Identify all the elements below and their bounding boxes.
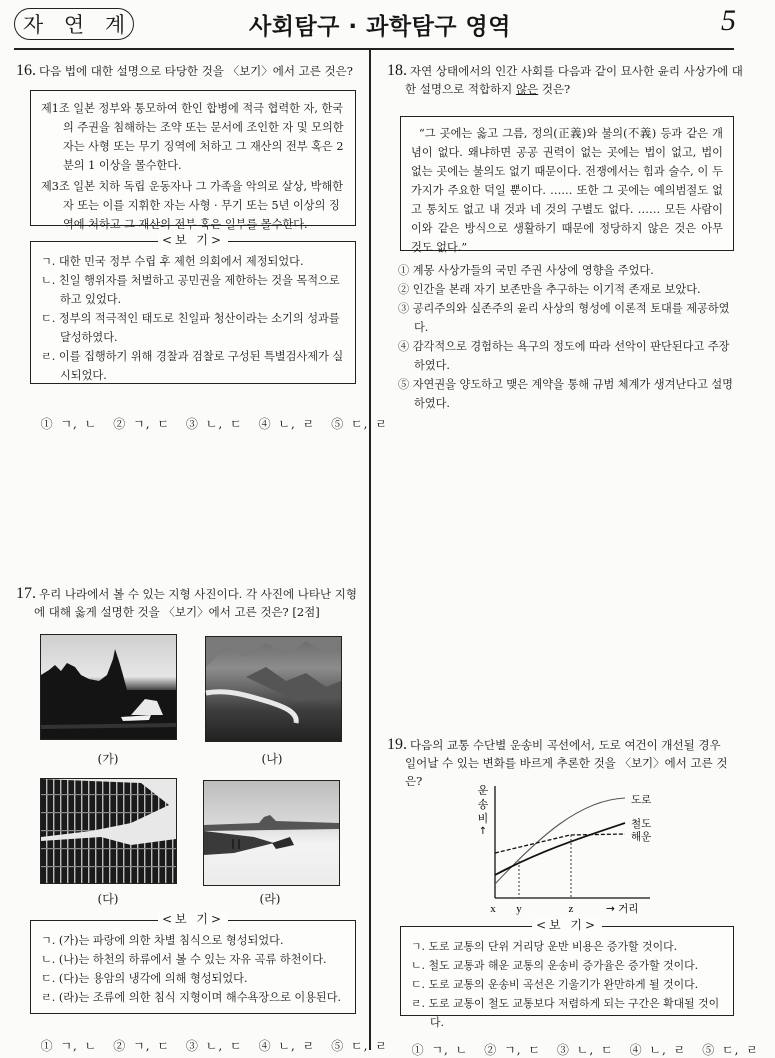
photo-label: (다) bbox=[97, 892, 119, 906]
answer-choice-4[interactable]: ④ ㄴ, ㄹ bbox=[258, 1039, 316, 1053]
answer-choice-5[interactable]: ⑤ ㄷ, ㄹ bbox=[702, 1043, 759, 1057]
bogi-item: ㄱ. 대한 민국 정부 수립 후 제헌 의회에서 제정되었다. bbox=[41, 255, 304, 268]
sandy-beach-photo bbox=[203, 780, 340, 886]
bogi-item: ㄴ. (나)는 하천의 하류에서 볼 수 있는 자유 곡류 하천이다. bbox=[41, 953, 327, 966]
option-4[interactable]: ④ 감각적으로 경험하는 욕구의 정도에 따라 선악이 판단된다고 주장하였다. bbox=[398, 340, 730, 372]
q19-text-line1: 다음의 교통 수단별 운송비 곡선에서, 도로 여건이 개선될 경우 bbox=[410, 738, 721, 752]
page-title: 사회탐구 · 과학탐구 영역 bbox=[249, 14, 511, 40]
q18-text-end: 것은? bbox=[538, 82, 571, 96]
answer-choice-4[interactable]: ④ ㄴ, ㄹ bbox=[258, 417, 316, 431]
columnar-joint-photo bbox=[40, 778, 177, 884]
q16-text: 다음 법에 대한 설명으로 타당한 것을 〈보기〉에서 고른 것은? bbox=[39, 64, 353, 78]
answer-choice-2[interactable]: ② ㄱ, ㄷ bbox=[113, 1039, 170, 1053]
photo-label: (나) bbox=[261, 752, 283, 766]
x-axis-label: → 거리 bbox=[606, 903, 639, 915]
bogi-item: ㄹ. 이를 집행하기 위해 경찰과 검찰로 구성된 특별검사제가 실시되었다. bbox=[41, 350, 344, 382]
q16-prompt bbox=[16, 62, 361, 80]
q16-number: 16. bbox=[16, 62, 36, 79]
q19-text-line2: 일어날 수 있는 변화를 바르게 추론한 것을 〈보기〉에서 고른 것은? bbox=[405, 756, 728, 788]
answer-choice-1[interactable]: ① ㄱ, ㄴ bbox=[40, 1039, 98, 1053]
x-tick-x: x bbox=[490, 903, 496, 915]
q18-emphasis: 않은 bbox=[515, 82, 539, 96]
bogi-item: ㄱ. 도로 교통의 단위 거리당 운반 비용은 증가할 것이다. bbox=[411, 940, 678, 953]
bogi-item: ㄷ. 도로 교통의 운송비 곡선은 기울기가 완만하게 될 것이다. bbox=[411, 978, 699, 991]
transport-cost-chart bbox=[470, 776, 720, 916]
q19-bogi bbox=[400, 918, 734, 1029]
law-article-3: 제3조 일본 치하 독립 운동자나 그 가족을 악의로 살상, 박해한 자 또는 이를 지휘한 자는 사형 · 무기 또는 5년 이상의 징역에 처하고 그 재산의 전부 혹은 일부를 몰수한다. bbox=[41, 180, 344, 231]
answer-choice-2[interactable]: ② ㄱ, ㄷ bbox=[113, 417, 170, 431]
answer-choice-3[interactable]: ③ ㄴ, ㄷ bbox=[556, 1043, 614, 1057]
q19-number: 19. bbox=[387, 736, 407, 753]
law-article-1: 제1조 일본 정부와 통모하여 한인 합병에 적극 협력한 자, 한국의 주권을 침해하는 조약 또는 문서에 조인한 자 및 모의한 자는 사형 또는 무기 징역에 처하고 그 재산의 전부 혹은 2분의 1 이상을 몰수한다. bbox=[41, 102, 344, 172]
meandering-river-photo bbox=[205, 636, 342, 742]
q16-bogi bbox=[30, 233, 356, 384]
answer-choice-3[interactable]: ③ ㄴ, ㄷ bbox=[185, 417, 243, 431]
q18-number: 18. bbox=[387, 62, 407, 79]
q17-number: 17. bbox=[16, 585, 36, 602]
q16-answers bbox=[27, 401, 404, 432]
sea-stack-photo bbox=[40, 634, 177, 740]
answer-choice-1[interactable]: ① ㄱ, ㄴ bbox=[411, 1043, 469, 1057]
column-divider bbox=[369, 49, 371, 1050]
answer-choice-4[interactable]: ④ ㄴ, ㄹ bbox=[629, 1043, 687, 1057]
bogi-title: <보 기> bbox=[30, 232, 356, 248]
bogi-item: ㄷ. 정부의 적극적인 태도로 친일파 청산이라는 소기의 성과를 달성하였다. bbox=[41, 312, 340, 344]
page-number: 5 bbox=[721, 4, 736, 37]
bogi-item: ㄷ. (다)는 용암의 냉각에 의해 형성되었다. bbox=[41, 972, 248, 985]
ylabel-char-2: 송 bbox=[477, 798, 489, 811]
x-tick-y: y bbox=[516, 903, 522, 915]
photo-label: (가) bbox=[97, 752, 119, 766]
option-2[interactable]: ② 인간을 본래 자기 보존만을 추구하는 이기적 존재로 보았다. bbox=[398, 283, 701, 296]
q16-law-box bbox=[30, 90, 356, 231]
q18-text: 자연 상태에서의 인간 사회를 다음과 같이 묘사한 윤리 사상가에 대한 설명으로 적합하지 bbox=[405, 64, 743, 96]
series-line-sea bbox=[495, 834, 625, 853]
ylabel-arrow: ↑ bbox=[478, 826, 488, 837]
q18-quote-box: “그 곳에는 옳고 그름, 정의(正義)와 불의(不義) 등과 같은 개념이 없다. 왜냐하면 공공 권력이 없는 곳에는 법이 없고, 법이 없는 곳에는 불의도 없기 때문이다. 전쟁에서는 힘과 술수, 이 두 가지가 주요한 덕일 뿐이다. …… 또한 그 곳에는 예의범절도 없고 통치도 없고 내 것과 네 것의 구별도 없다. …… 모든 사람이 이와 같은 방식으로 생활하기 때문에 정당하지 않은 것은 아무 것도 없다.” bbox=[400, 116, 734, 251]
bogi-item: ㄱ. (가)는 파랑에 의한 차별 침식으로 형성되었다. bbox=[41, 934, 284, 947]
bogi-item: ㄹ. 도로 교통이 철도 교통보다 저렴하게 되는 구간은 확대될 것이다. bbox=[411, 997, 720, 1029]
q17-answers bbox=[27, 1023, 404, 1054]
ylabel-char-1: 운 bbox=[477, 784, 489, 797]
answer-choice-1[interactable]: ① ㄱ, ㄴ bbox=[40, 417, 98, 431]
legend-rail: 철도 bbox=[631, 818, 652, 830]
q17-text-line1: 우리 나라에서 볼 수 있는 지형 사진이다. 각 사진에 나타난 지형 bbox=[39, 587, 357, 601]
answer-choice-5[interactable]: ⑤ ㄷ, ㄹ bbox=[331, 417, 388, 431]
answer-choice-5[interactable]: ⑤ ㄷ, ㄹ bbox=[331, 1039, 388, 1053]
q17-prompt bbox=[16, 585, 366, 621]
option-3[interactable]: ③ 공리주의와 실존주의 윤리 사상의 형성에 이론적 토대를 제공하였다. bbox=[398, 302, 730, 334]
series-line-road bbox=[495, 798, 625, 884]
option-5[interactable]: ⑤ 자연권을 양도하고 맺은 계약을 통해 규범 체계가 생겨난다고 설명하였다. bbox=[398, 378, 733, 410]
ylabel-char-3: 비 bbox=[477, 812, 489, 825]
answer-choice-3[interactable]: ③ ㄴ, ㄷ bbox=[185, 1039, 243, 1053]
bogi-item: ㄹ. (라)는 조류에 의한 침식 지형이며 해수욕장으로 이용된다. bbox=[41, 991, 342, 1004]
q17-text-line2: 에 대해 옳게 설명한 것을 〈보기〉에서 고른 것은? [2점] bbox=[34, 605, 320, 619]
q18-options bbox=[398, 261, 734, 413]
bogi-item: ㄴ. 철도 교통과 해운 교통의 운송비 증가율은 증가할 것이다. bbox=[411, 959, 699, 972]
bogi-item: ㄴ. 친일 행위자를 처벌하고 공민권을 제한하는 것을 목적으로 하고 있었다. bbox=[41, 274, 340, 306]
x-tick-z: z bbox=[568, 903, 574, 915]
series-line-rail bbox=[495, 823, 625, 875]
header-divider bbox=[14, 48, 734, 50]
section-badge: 자 연 계 bbox=[14, 8, 134, 40]
photo-label: (라) bbox=[259, 892, 281, 906]
answer-choice-2[interactable]: ② ㄱ, ㄷ bbox=[484, 1043, 541, 1057]
bogi-title: <보 기> bbox=[30, 911, 356, 927]
q17-bogi bbox=[30, 912, 356, 1014]
legend-road: 도로 bbox=[631, 794, 652, 806]
q18-prompt bbox=[387, 62, 750, 98]
bogi-title: <보 기> bbox=[400, 917, 734, 933]
option-1[interactable]: ① 계몽 사상가들의 국민 주권 사상에 영향을 주었다. bbox=[398, 264, 654, 277]
q19-answers bbox=[398, 1027, 775, 1058]
legend-sea: 해운 bbox=[631, 831, 652, 843]
